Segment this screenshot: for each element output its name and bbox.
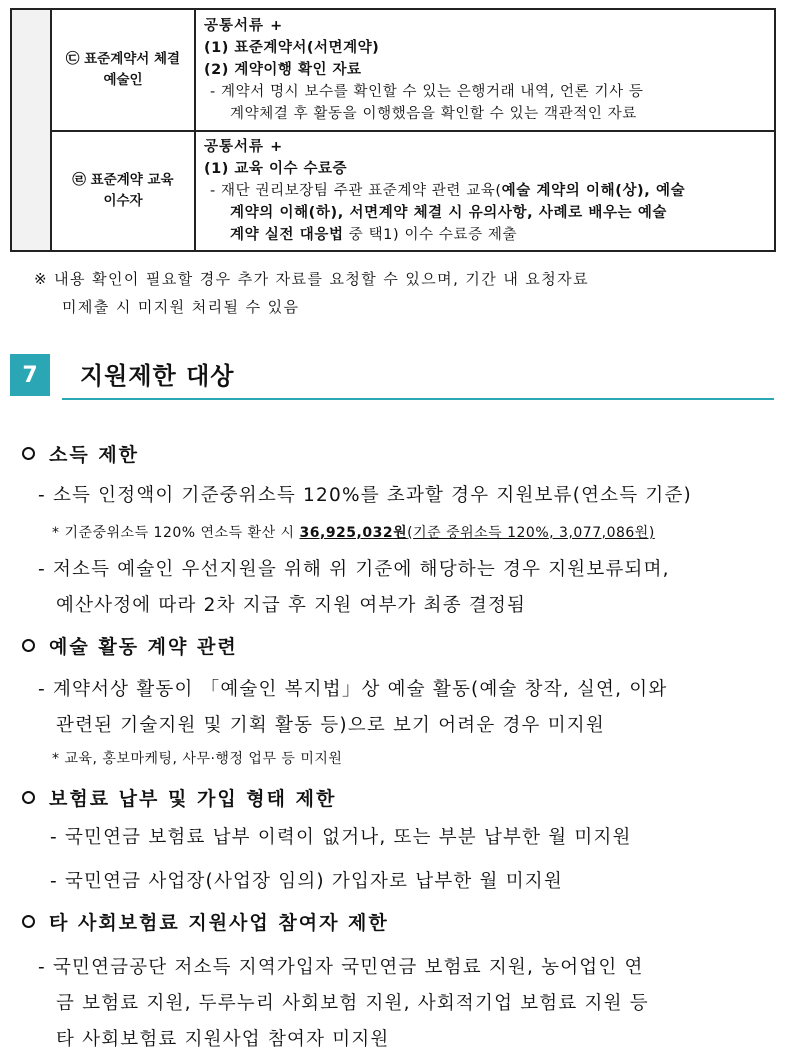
row-label bbox=[51, 9, 195, 131]
doc-detail-text: 계약체결 후 활동을 이행했음을 확인할 수 있는 객관적인 자료 bbox=[230, 106, 637, 122]
doc-item: (2) 계약이행 확인 자료 bbox=[204, 62, 362, 78]
bullet-detail-line: 타 사회보험료 지원사업 참여자 미지원 bbox=[56, 1029, 390, 1050]
eligibility-document-table bbox=[10, 8, 776, 252]
bullet-detail-line: 관련된 기술지원 및 기획 활동 등)으로 보기 어려운 경우 미지원 bbox=[56, 715, 605, 736]
doc-detail-text: - 재단 권리보장팀 주관 표준계약 관련 교육( bbox=[210, 183, 502, 199]
bullet-detail: - 국민연금 사업장(사업장 임의) 가입자로 납부한 월 미지원 bbox=[50, 871, 563, 892]
bullet-title: 보험료 납부 및 가입 형태 제한 bbox=[49, 788, 337, 810]
course-name: 계약의 이해(하), 서면계약 체결 시 유의사항, 사례로 배우는 예술 bbox=[230, 205, 668, 221]
doc-item: (1) 표준계약서(서면계약) bbox=[204, 40, 380, 56]
table-row bbox=[11, 9, 775, 131]
bullet-detail-line: - 국민연금공단 저소득 지역가입자 국민연금 보험료 지원, 농어업인 연 bbox=[38, 957, 644, 978]
income-threshold-value: 36,925,032원 bbox=[299, 525, 408, 541]
circle-bullet-icon bbox=[22, 791, 35, 804]
bullet-detail bbox=[38, 672, 778, 744]
doc-detail-text: - 계약서 명시 보수를 확인할 수 있는 은행거래 내역, 언론 기사 등 bbox=[210, 84, 644, 100]
footnote-text: * 기준중위소득 120% 연소득 환산 시 bbox=[52, 525, 300, 541]
common-docs-heading: 공통서류 + bbox=[204, 139, 284, 155]
bullet-detail bbox=[38, 950, 778, 1058]
notice bbox=[34, 265, 754, 321]
common-docs-heading: 공통서류 + bbox=[204, 18, 284, 34]
section-title: 지원제한 대상 bbox=[80, 362, 235, 390]
row-label-line: ㉣ 표준계약 교육 bbox=[72, 172, 174, 188]
bullet-detail: - 소득 인정액이 기준중위소득 120%를 초과할 경우 지원보류(연소득 기준) bbox=[38, 485, 692, 506]
row-content bbox=[195, 9, 775, 131]
circle-bullet-icon bbox=[22, 915, 35, 928]
bullet-heading bbox=[22, 784, 336, 811]
row-label-line: ㉢ 표준계약서 체결 bbox=[65, 51, 181, 67]
circle-bullet-icon bbox=[22, 447, 35, 460]
bullet-detail-line: - 계약서상 활동이 「예술인 복지법」상 예술 활동(예술 창작, 실연, 이와 bbox=[38, 679, 668, 700]
circle-bullet-icon bbox=[22, 639, 35, 652]
footnote-text: (기준 중위소득 120%, 3,077,086원) bbox=[407, 525, 655, 541]
bullet-title: 타 사회보험료 지원사업 참여자 제한 bbox=[49, 912, 389, 934]
table-gap-column bbox=[11, 9, 51, 251]
bullet-heading bbox=[22, 632, 238, 659]
bullet-detail-line: - 저소득 예술인 우선지원을 위해 위 기준에 해당하는 경우 지원보류되며, bbox=[38, 559, 670, 580]
bullet-title: 소득 제한 bbox=[49, 444, 140, 466]
row-content bbox=[195, 131, 775, 251]
row-label-line: 예술인 bbox=[103, 72, 143, 88]
course-name: 계약 실전 대응법 bbox=[230, 227, 344, 243]
table-row bbox=[11, 131, 775, 251]
bullet-detail-line: 예산사정에 따라 2차 지급 후 지원 여부가 최종 결정됨 bbox=[56, 595, 527, 616]
section-divider bbox=[62, 398, 774, 400]
row-label-line: 이수자 bbox=[103, 193, 143, 209]
doc-detail bbox=[204, 180, 768, 246]
notice-line: ※ 내용 확인이 필요할 경우 추가 자료를 요청할 수 있으며, 기간 내 요청자료 bbox=[34, 270, 589, 288]
footnote: * 교육, 홍보마케팅, 사무·행정 업무 등 미지원 bbox=[52, 751, 343, 767]
bullet-detail-line: 금 보험료 지원, 두루누리 사회보험 지원, 사회적기업 보험료 지원 등 bbox=[56, 993, 649, 1014]
doc-item: (1) 교육 이수 수료증 bbox=[204, 161, 348, 177]
footnote bbox=[52, 522, 655, 542]
notice-line: 미제출 시 미지원 처리될 수 있음 bbox=[62, 298, 300, 316]
bullet-title: 예술 활동 계약 관련 bbox=[49, 636, 238, 658]
bullet-detail: - 국민연금 보험료 납부 이력이 없거나, 또는 부분 납부한 월 미지원 bbox=[50, 827, 632, 848]
doc-detail-text: 중 택1) 이수 수료증 제출 bbox=[343, 227, 518, 243]
bullet-heading bbox=[22, 440, 139, 467]
bullet-detail bbox=[38, 552, 778, 624]
course-name: 예술 계약의 이해(상), 예술 bbox=[501, 183, 686, 199]
section-number-badge: 7 bbox=[10, 354, 50, 396]
row-label bbox=[51, 131, 195, 251]
doc-detail bbox=[204, 81, 768, 125]
bullet-heading bbox=[22, 908, 389, 935]
